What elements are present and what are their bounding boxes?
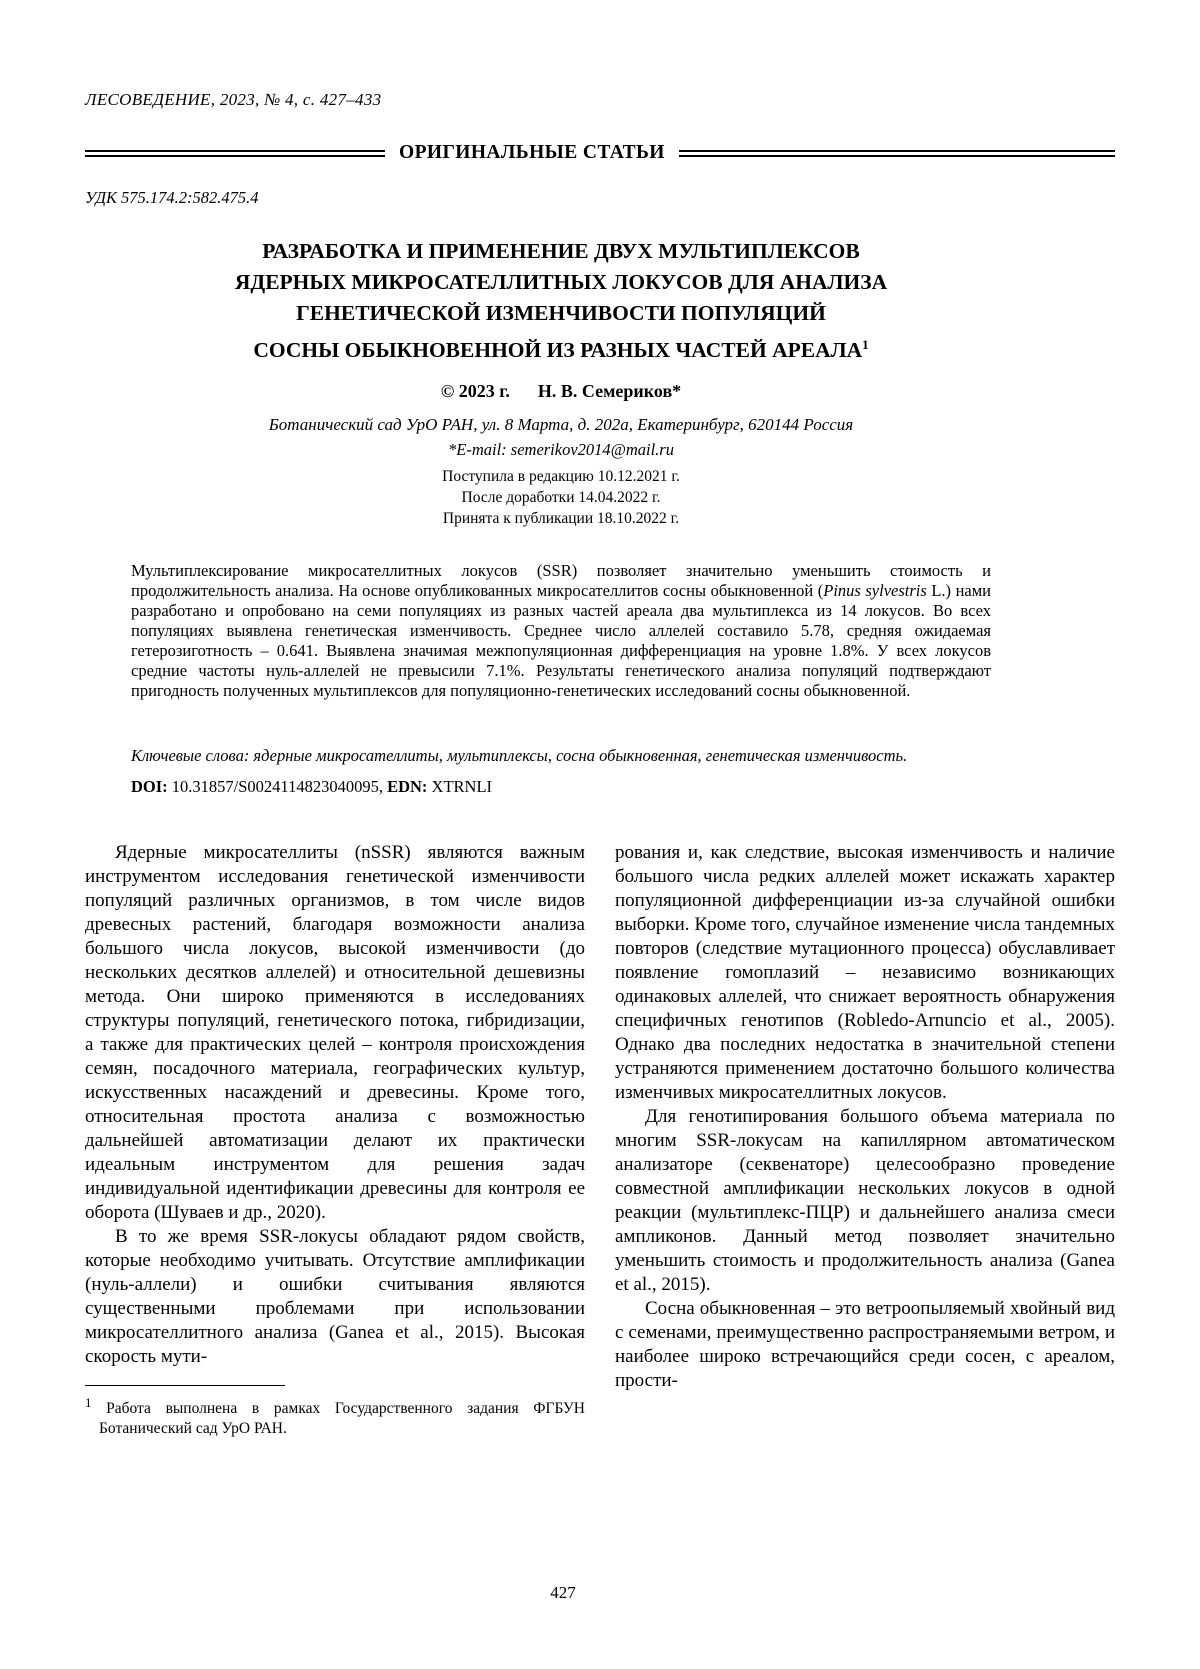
journal-header: ЛЕСОВЕДЕНИЕ, 2023, № 4, с. 427–433	[85, 90, 382, 109]
front-matter	[131, 236, 991, 797]
email-line: *E-mail: semerikov2014@mail.ru	[448, 440, 674, 460]
edn-value: XTRNLI	[431, 777, 493, 797]
keywords: Ключевые слова: ядерные микросателлиты, мультиплексы, сосна обыкновенная, генетическая изменчивость.	[131, 746, 908, 766]
copyright-year: © 2023 г.	[440, 381, 510, 402]
doi-value: 10.31857/S0024114823040095,	[171, 777, 383, 797]
left-column	[85, 841, 585, 1438]
body-paragraph: рования и, как следствие, высокая изменчивость и наличие большого числа редких аллелей может искажать характер популяционной дифференциации из-за случайной ошибки выборки. Кроме того, случайное изменение числа тандемных повторов (следствие мутационного процесса) обуславливает появление гомоплазий – независимо возникающих одинаковых аллелей, что снижает вероятность обнаружения специфичных генотипов (Robledo-Arnuncio et al., 2005). Однако два последних недостатка в значительной степени устраняются применением достаточно большого количества изменчивых микросателлитных локусов.	[615, 842, 1115, 1104]
doi-line	[131, 777, 991, 797]
title-line-4-text: СОСНЫ ОБЫКНОВЕННОЙ ИЗ РАЗНЫХ ЧАСТЕЙ АРЕАЛА	[253, 338, 863, 363]
date-accepted: Принята к публикации 18.10.2022 г.	[442, 510, 680, 528]
right-column	[615, 841, 1115, 1438]
title-footnote-marker: 1	[862, 337, 869, 352]
abstract-text-2: L.) нами разработано и опробовано на семи популяциях из разных частей ареала два мультиплекса из 14 локусов. Во всех популяциях выявлена генетическая изменчивость. Среднее число аллелей составило 5.78, средняя ожидаемая гетерозиготность – 0.641. Выявлена значимая межпопуляционная дифференциация на уровне 1.8%. У всех локусов средние частоты нуль-аллелей не превысили 7.1%. Результаты генетического анализа популяций подтверждают пригодность полученных мультиплексов для популяционно-генетических исследований сосны обыкновенной.	[131, 581, 992, 701]
title-line-3: ГЕНЕТИЧЕСКОЙ ИЗМЕНЧИВОСТИ ПОПУЛЯЦИЙ	[296, 301, 826, 325]
page-number: 427	[550, 1583, 576, 1602]
species-name: Pinus sylvestris	[823, 581, 927, 601]
doi-label: DOI:	[131, 777, 168, 797]
banner-rule-left	[85, 150, 385, 157]
banner-rule-right	[679, 150, 1115, 157]
footnote-marker: 1	[85, 1395, 92, 1411]
abstract-text-1: Мультиплексирование микросателлитных локусов (SSR) позволяет значительно уменьшить стоимость и продолжительность анализа. На основе опубликованных микросателлитов сосны обыкновенной (	[131, 561, 991, 601]
body-paragraph: Сосна обыкновенная – это ветроопыляемый хвойный вид с семенами, преимущественно распространяемыми ветром, и наиболее широко встречающийся среди сосен, с ареалом, прости-	[615, 1298, 1115, 1392]
submission-dates	[131, 466, 991, 529]
abstract	[131, 561, 991, 701]
section-banner-title: ОРИГИНАЛЬНЫЕ СТАТЬИ	[399, 142, 665, 163]
footnote	[85, 1385, 585, 1438]
body-paragraph: В то же время SSR-локусы обладают рядом свойств, которые необходимо учитывать. Отсутствие амплификации (нуль-аллели) и ошибки считывания являются существенными проблемами при использовании микросателлитного анализа (Ganea et al., 2015). Высокая скорость мути-	[85, 1226, 585, 1368]
date-revised: После доработки 14.04.2022 г.	[461, 489, 661, 507]
footnote-text	[85, 1393, 585, 1438]
affiliation: Ботанический сад УрО РАН, ул. 8 Марта, д. 202а, Екатеринбург, 620144 Россия	[268, 415, 854, 435]
title-line-1: РАЗРАБОТКА И ПРИМЕНЕНИЕ ДВУХ МУЛЬТИПЛЕКСОВ	[262, 239, 860, 263]
title-line-4	[131, 329, 991, 366]
body-columns	[85, 841, 1115, 1438]
byline	[131, 381, 991, 402]
article-title	[131, 236, 991, 366]
date-received: Поступила в редакцию 10.12.2021 г.	[442, 468, 680, 486]
title-line-2: ЯДЕРНЫХ МИКРОСАТЕЛЛИТНЫХ ЛОКУСОВ ДЛЯ АНАЛИЗА	[234, 270, 888, 294]
body-paragraph: Для генотипирования большого объема материала по многим SSR-локусам на капиллярном автоматическом анализаторе (секвенаторе) целесообразно проведение совместной амплификации нескольких локусов в одной реакции (мультиплекс-ПЦР) и дальнейшего анализа смеси ампликонов. Данный метод позволяет значительно уменьшить стоимость и продолжительность анализа (Ganea et al., 2015).	[615, 1106, 1115, 1296]
udk-code: УДК 575.174.2:582.475.4	[85, 188, 259, 207]
author-name: Н. В. Семериков*	[537, 381, 682, 402]
body-paragraph: Ядерные микросателлиты (nSSR) являются важным инструментом исследования генетической изменчивости популяций различных организмов, в том числе видов древесных растений, благодаря возможности анализа большого числа локусов, высокой изменчивости (до нескольких десятков аллелей) и относительной дешевизны метода. Они широко применяются в исследованиях структуры популяций, генетического потока, гибридизации, а также для практических целей – контроля происхождения семян, посадочного материала, географических культур, искусственных насаждений и древесины. Кроме того, относительная простота анализа с возможностью дальнейшей автоматизации делают их практически идеальным инструментом для решения задач индивидуальной идентификации древесины для контроля ее оборота (Шуваев и др., 2020).	[85, 842, 585, 1224]
footnote-body: Работа выполнена в рамках Государственного задания ФГБУН Ботанический сад УрО РАН.	[99, 1400, 585, 1437]
edn-label: EDN:	[387, 777, 428, 797]
section-banner	[85, 142, 1115, 164]
footnote-rule	[85, 1385, 285, 1386]
